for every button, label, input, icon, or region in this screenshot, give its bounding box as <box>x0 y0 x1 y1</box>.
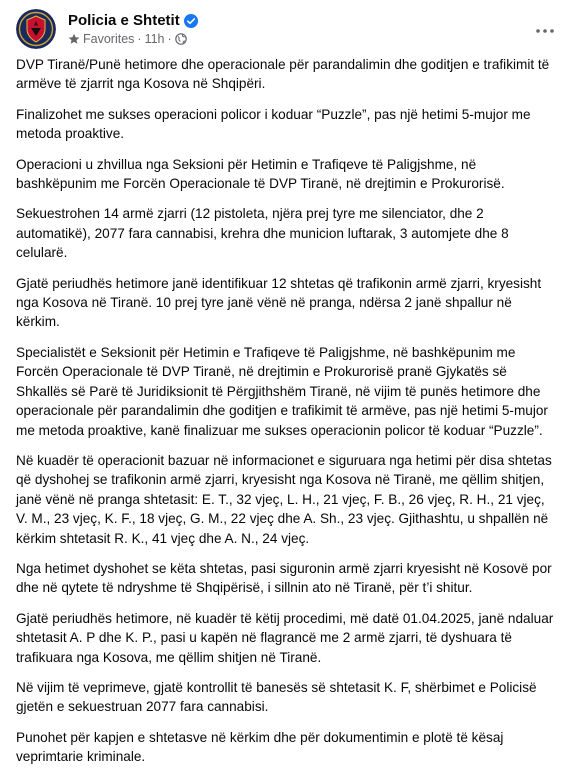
post-paragraph: Sekuestrohen 14 armë zjarri (12 pistoleta, njëra prej tyre me silenciator, dhe 2 automatikë), 2077 fara cannabisi, krehra dhe municion luftarak, 3 automjete dhe 8 celularë. <box>16 206 509 261</box>
post-paragraph: Në vijim të veprimeve, gjatë kontrollit të banesës së shtetasit K. F, shërbimet e Policisë gjetën e sekuestruan 2077 fara cannabisi. <box>16 679 537 715</box>
star-icon <box>68 33 80 45</box>
post-paragraph: Gjatë periudhës hetimore janë identifikuar 12 shtetas që trafikonin armë zjarri, kryesisht nga Kosova në Tiranë. 10 prej tyre janë vënë në pranga, ndërsa 2 janë shpallur në kërkim. <box>16 275 542 330</box>
meta-separator: · <box>137 32 142 46</box>
favorites-label[interactable]: Favorites <box>83 32 135 46</box>
more-options-button[interactable] <box>531 15 559 43</box>
author-name: Policia e Shtetit <box>68 12 180 29</box>
post-paragraph: Specialistët e Seksionit për Hetimin e Trafiqeve të Paligjshme, në bashkëpunim me Forcën Operacionale të DVP Tiranë, në drejtimin e Prokurorisë pranë Gjykatës së Shkallës së Parë të Juridiksionit të Përgjithshëm Tiranë, në vijim të punës hetimore dhe operacionale për parandalimin dhe goditjen e trafikimit të armëve, pas një hetimi 5-mujor me metoda proaktive, kanë finalizuar me sukses operacionin policor të koduar “Puzzle”. <box>16 344 548 438</box>
verified-badge-icon <box>184 14 198 28</box>
post-paragraph: Nga hetimet dyshohet se këta shtetas, pasi siguronin armë zjarri kryesisht në Kosovë por dhe në qytete të ndryshme të Shqipërisë, i sillnin ato në Tiranë, për t’i shitur. <box>16 560 552 596</box>
post-paragraph: Në kuadër të operacionit bazuar në informacionet e siguruara nga hetimi për disa shtetas që dyshohej se trafikonin armë zjarri, kryesisht nga Kosova në Tiranë, me qëllim shitjen, janë vënë në pranga shtetasit: E. T., 32 vjeç, L. H., 21 vjeç, F. B., 26 vjeç, R. H., 21 vjeç, V. M., 23 vjeç, K. F., 18 vjeç, G. M., 22 vjeç dhe A. Sh., 23 vjeç. Gjithashtu, u shpallën në kërkim shtetasit R. K., 41 vjeç dhe A. N., 24 vjeç. <box>16 452 552 546</box>
post-header <box>16 9 559 49</box>
more-options-icon <box>536 20 554 38</box>
police-logo-icon <box>16 9 56 49</box>
post-paragraph: Operacioni u zhvillua nga Seksioni për Hetimin e Trafiqeve të Paligjshme, në bashkëpunim me Forcën Operacionale të DVP Tiranë, në drejtimin e Prokurorisë. <box>16 156 505 192</box>
post-paragraph: Punohet për kapjen e shtetasve në kërkim dhe për dokumentimin e plotë të kësaj veprimtarie kriminale. <box>16 729 504 765</box>
post-paragraph: Finalizohet me sukses operacioni policor i koduar “Puzzle”, pas një hetimi 5-mujor me metoda proaktive. <box>16 106 531 142</box>
avatar[interactable] <box>16 9 56 49</box>
post-meta <box>68 32 187 46</box>
meta-separator-2: · <box>167 32 172 46</box>
author-name-link[interactable] <box>68 12 198 29</box>
post-body <box>16 55 556 778</box>
globe-icon <box>175 33 187 45</box>
post-paragraph: Gjatë periudhës hetimore, në kuadër të këtij procedimi, më datë 01.04.2025, janë ndaluar shtetasit A. P dhe K. P., pasi u kapën në flagrancë me 2 armë zjarri, të dyshuara të trafikuara nga Kosova, me qëllim shitjen në Tiranë. <box>16 610 554 665</box>
post-time[interactable]: 11h <box>144 32 165 46</box>
post-paragraph: DVP Tiranë/Punë hetimore dhe operacionale për parandalimin dhe goditjen e trafikimit të armëve të zjarrit nga Kosova në Shqipëri. <box>16 57 550 92</box>
